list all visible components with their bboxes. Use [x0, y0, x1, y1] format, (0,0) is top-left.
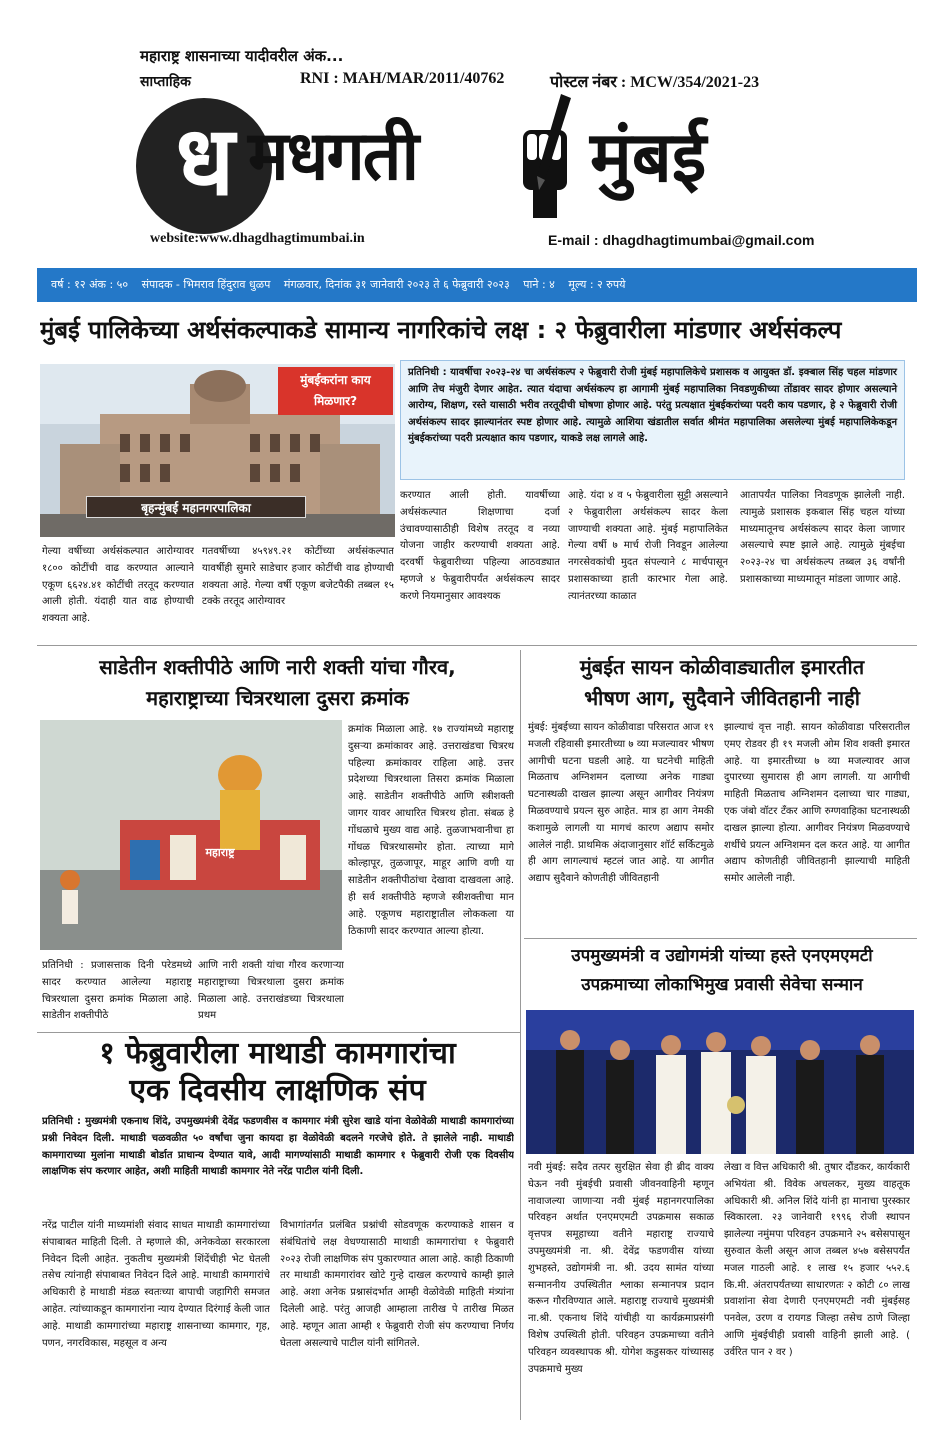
tableau-illustration — [40, 720, 342, 950]
story5-intro: प्रतिनिधी : मुख्यमंत्री एकनाथ शिंदे, उपमुख्यमंत्री देवेंद्र फडणवीस व कामगार मंत्री सुरेश खाडे यांना वेळोवेळी माथाडी कामगारांच्या प्रश्नी निवेदन दिली. माथाडी चळवळीत ५० वर्षांचा जुना कायदा हा वेळोवेळी बदलने गरजेचे होते. ते झालेले नाही. माथाडी कामगाराच्या मुलांना माथाडी बोर्डात प्राधान्य देण्यात यावे, आदी मागण्यांसाठी माथाडी कामगार १ फेब्रुवारी रोजी एक दिवसीय लाक्षणिक संप करणार आहेत, अशी माहिती माथाडी कामगार नेते नरेंद्र पाटील यांनी दिली. — [42, 1116, 514, 1178]
masthead-email[interactable]: E-mail : dhagdhagtimumbai@gmail.com — [548, 232, 815, 248]
tableau-float-label: महाराष्ट्र — [205, 846, 235, 859]
issue-date: मंगळवार, दिनांक ३१ जानेवारी २०२३ ते ६ फेब्रुवारी २०२३ — [283, 278, 510, 291]
story2-side-column: क्रमांक मिळाला आहे. १७ राज्यांमध्ये महाराष्ट्र दुसऱ्या क्रमांकावर आहे. उत्तराखंडचा चित्ररथ पहिल्या क्रमांकावर राहिला आहे. उत्तर प्रदेशच्या चित्ररथाला तिसरा क्रमांक मिळाला आहे. साडेतीन शक्तीपीठे आणि स्त्रीशक्ती जागर यावर आधारित चित्ररथ होता. संबळ हे गोंधळाचे मुख्य वाद्य आहे. तुळजाभवानीचा हा गोंधळ चित्ररथासमोर होता. त्याच्या मागे कोल्हापूर, तुळजापूर, माहूर आणि वणी या साडेतीन शक्तीपीठांचा देखावा दाखवला आहे. ही सर्व शक्तीपीठे म्हणजे स्त्रीशक्तीचा मान आहे. एकूणच महाराष्ट्रातील लोककला या ठिकाणी सादर करण्यात आल्या होत्या. — [348, 724, 514, 937]
story1-column-4: आहे. यंदा ४ व ५ फेब्रुवारीला सुट्टी असल्याने २ फेब्रुवारीला अर्थसंकल्प सादर केला जाण्याची शक्यता आहे. मुंबई महापालिकेत गेल्या वर्षी ७ मार्च रोजी निवडून आलेल्या नगरसेवकांची मुदत संपल्याने ८ मार्चपासून प्रशासकाच्या हाती कारभार गेला आहे. त्यानंतरच्या काळात — [568, 490, 728, 602]
section-divider — [37, 645, 917, 646]
fist-pen-icon — [515, 90, 585, 220]
story4-headline-line2[interactable]: उपक्रमाच्या लोकाभिमुख प्रवासी सेवेचा सन्मान — [581, 975, 863, 995]
story1-intro: प्रतिनिधी : यावर्षीचा २०२३-२४ चा अर्थसंकल्प २ फेब्रुवारी रोजी मुंबई महापालिकेचे प्रशासक व आयुक्त डॉ. इक्बाल सिंह चहल मांडणार आणि तेच मंजुरी देणार आहेत. त्यात यंदाचा अर्थसंकल्प हा आगामी मुंबई महापालिका निवडणुकीच्या तोंडावर सादर होणार असल्याने आरोग्य, शिक्षण, रस्ते यासाठी भरीव तरतूदीची घोषणा होणार आहे. परंतु प्रत्यक्षात मुंबईकरांच्या पदरी काय पडणार, हे २ फेब्रुवारी रोजी अर्थसंकल्प सादर झाल्यानंतर स्पष्ट होणार आहे. त्यामुळे आशिया खंडातील सर्वात श्रीमंत महापालिका असलेल्या मुंबई महापालिकेकडून मुंबईकरांच्या पदरी प्रत्यक्षात काय पडणार, याकडे लक्ष लागले आहे. — [400, 360, 905, 480]
story2-headline-line1[interactable]: साडेतीन शक्तीपीठे आणि नारी शक्ती यांचा गौरव, — [99, 655, 456, 679]
story3-headline-line2[interactable]: भीषण आग, सुदैवाने जीवितहानी नाही — [584, 686, 860, 710]
column-divider — [520, 650, 521, 1420]
award-ceremony-photo — [526, 1010, 914, 1154]
story5-column-2: विभागांतर्गत प्रलंबित प्रश्नांची सोडवणूक करण्याकडे शासन व संबंधितांचे लक्ष वेधण्यासाठी माथाडी कामगारांचा १ फेब्रुवारी २०२३ रोजी लाक्षणिक संप पुकारण्यात आला आहे. काही ठिकाणी तर माथाडी कामगारांवर खोटे गुन्हे दाखल करण्याचे काम्ही झाले आहे. अशा अनेक प्रश्नासंदर्भात आम्ही वेळोवेळी माहिती मंत्र्यांना दिलेली आहे. परंतु आजही आम्हाला तारीख पे तारीख मिळत आहे. म्हणून आता आम्ही १ फेब्रुवारी रोजी संप करण्याचा निर्णय घेतला असल्याचे पाटील यांनी सांगितले. — [280, 1220, 514, 1349]
logo-letter: ध — [175, 105, 235, 217]
logo-name: मधगती — [248, 117, 418, 196]
story3-column-2: झाल्याचं वृत्त नाही. सायन कोळीवाडा परिसरातील एमए रोडवर ही १९ मजली ओम शिव शक्ती इमारत आहे. या इमारतीच्या ७ व्या मजल्यावर आज दुपारच्या सुमारास ही आग लागली. या आगीची माहिती मिळताच अग्निशमन दलाच्या चार गाड्या, एक जंबो वॉटर टँकर आणि रुग्णवाहिका घटनास्थळी दाखल झाल्या होत्या. आगीवर नियंत्रण मिळवण्याचे शर्थीचे प्रयत्न अग्निशमन दल करत आहे. या आगीत अद्याप कोणतीही जीवितहानी झाल्याची माहिती समोर आलेली नाही. — [724, 722, 910, 885]
issue-pages: पाने : ४ — [523, 278, 555, 291]
section-divider — [37, 1032, 520, 1033]
story4-column-1: नवी मुंबई: सदैव तत्पर सुरक्षित सेवा ही ब्रीद वाक्य घेऊन नवी मुंबईची प्रवासी जीवनवाहिनी म्हणून नावाजल्या जाणाऱ्या नवी मुंबई महानगरपालिका परिवहन अर्थात एनएमएमटी उपक्रमास सकाळ वृत्तपत्र समूहाच्या वतीने महाराष्ट्र राज्याचे उपमुख्यमंत्री ना. श्री. देवेंद्र फडणवीस यांच्या शुभहस्ते, उद्योगमंत्री ना. श्री. उदय सामंत यांच्या सन्माननीय उपस्थितीत श्लाका सन्मानपत्र प्रदान करून गौरविण्यात आले. महाराष्ट्र राज्याचे मुख्यमंत्री ना.श्री. एकनाथ शिंदे यांचीही या कार्यक्रमाप्रसंगी विशेष उपस्थिती होती. परिवहन उपक्रमाच्या वतीने परिवहन व्यवस्थापक श्री. योगेश कडुसकर यांच्यासह उपक्रमाचे मुख्य — [528, 1162, 714, 1375]
masthead-postal: पोस्टल नंबर : MCW/354/2021-23 — [550, 74, 760, 91]
story5-headline-line1[interactable]: १ फेब्रुवारीला माथाडी कामगारांचा — [99, 1036, 456, 1071]
story4-headline-line1[interactable]: उपमुख्यमंत्री व उद्योगमंत्री यांच्या हस्ते एनएमएमटी — [571, 946, 873, 966]
masthead-website[interactable]: website:www.dhagdhagtimumbai.in — [150, 231, 365, 246]
story3-column-1: मुंबई: मुंबईच्या सायन कोळीवाडा परिसरात आज १९ मजली रहिवासी इमारतीच्या ७ व्या मजल्यावर भीषण आगीची घटना घडली आहे. या घटनेची माहिती मिळताच अग्निशमन दलाच्या अनेक गाड्या घटनास्थळी दाखल झाल्या असून आगीवर नियंत्रण मिळवण्याचे प्रयत्न सुरु आहेत. मात्र हा आग नेमकी कशामुळे लागली या मागचं कारण अद्याप समोर आलेलं नाही. प्राथमिक अंदाजानुसार शॉर्ट सर्किटमुळे ही आग लागल्याचं म्हटलं जात आहे. या आगीत अद्याप सुदैवाने कोणतीही जीवितहानी — [528, 722, 714, 885]
logo-city: मुंबई — [590, 116, 707, 198]
issue-price: मूल्य : २ रुपये — [568, 278, 626, 291]
story1-column-5: आतापर्यंत पालिका निवडणूक झालेली नाही. त्यामुळे प्रशासक इकबाल सिंह चहल यांच्या माध्यमातूनच अर्थसंकल्प सादर केला जाणार असल्याचे स्पष्ट झाले आहे. त्यामुळे मुंबईचा २०२३-२४ चा अर्थसंकल्प तब्बल ३६ वर्षांनी प्रशासकाच्या माध्यमातून मांडला जाणार आहे. — [740, 490, 905, 585]
story1-image-caption: मुंबईकरांना काय मिळणार? — [278, 367, 393, 415]
masthead-frequency: साप्ताहिक — [140, 74, 191, 90]
issue-editor: संपादक - भिमराव हिंदुराव धुळप — [141, 278, 271, 291]
story2-column-1: प्रतिनिधी : प्रजासत्ताक दिनी परेडमध्ये सादर करण्यात आलेल्या महाराष्ट्र चित्ररथाला दुसरा क्रमांक मिळाला आहे. साडेतीन शक्तीपीठे — [42, 960, 192, 1022]
story4-column-2: लेखा व वित्त अधिकारी श्री. तुषार दौंडकर, कार्यकारी अभियंता श्री. विवेक अचलकर, मुख्य वाहतूक अधिकारी श्री. अनिल शिंदे यांनी हा मानाचा पुरस्कार स्विकारला. २३ जानेवारी १९९६ रोजी स्थापन झालेल्या नमुंमपा परिवहन उपक्रमाने २५ बसेसपासून सुरुवात केली असून आज तब्बल ४५७ बसेसपर्यंत मजल गाठली आहे. १ लाख १५ हजार ५५२.६ कि.मी. अंतरापर्यंतच्या साधारणतः २ कोटी ८० लाख प्रवाशांना सेवा देणारी एनएमएमटी नवी मुंबईसह पनवेल, उरण व रायगड जिल्हा तसेच ठाणे जिल्हा आणि मुंबईचीही प्रवासी वाहिनी झाली आहे. ( उर्वरित पान २ वर ) — [724, 1162, 910, 1358]
story3-headline-line1[interactable]: मुंबईत सायन कोळीवाड्यातील इमारतीत — [579, 655, 865, 679]
tableau-photo — [40, 720, 342, 950]
masthead-tagline: महाराष्ट्र शासनाच्या यादीवरील अंक... — [140, 47, 344, 65]
story1-column-1: गेल्या वर्षीच्या अर्थसंकल्पात आरोग्यावर १८०० कोटींची वाढ करण्यात आल्याने एकूण ६६२४.४१ कोटींची तरतूद करण्यात आली होती. यंदाही यात वाढ होण्याची शक्यता आहे. — [42, 546, 194, 625]
issue-info-bar — [37, 268, 917, 302]
award-ceremony-illustration — [526, 1010, 914, 1154]
story5-column-1: नरेंद्र पाटील यांनी माध्यमांशी संवाद साधत माथाडी कामगारांच्या संपाबाबत माहिती दिली. ते म्हणाले की, अनेकवेळा सरकारला निवेदन दिली आहेत. नुकतीच मुख्यमंत्री शिंदेंचीही भेट घेतली तसेच त्यांनाही संपाबाबत निवेदन दिले आहे. माथाडी कामगारांचे अधिकारी हे माथाडी मंडळ स्वतःच्या बापाची जहागिरी समजत आहेत. त्यांच्याकडून कामगारांना न्याय देण्यात दिरंगाई केली जात आहे. माथाडी कामगारांच्या महाराष्ट्र शासनाच्या कामगार, गृह, पणन, नगरविकास, महसूल व अन्य — [42, 1220, 270, 1349]
story2-headline-line2[interactable]: महाराष्ट्राच्या चित्ररथाला दुसरा क्रमांक — [146, 686, 409, 710]
story1-column-2: गतवर्षीच्या ४५९४९.२१ कोटींच्या अर्थसंकल्पात यावर्षीही सुमारे साडेचार हजार कोटींची वाढ होण्याची शक्यता आहे. गेल्या वर्षी एकूण बजेटपैकी तब्बल १५ टक्के तरतूद आरोग्यावर — [202, 546, 394, 608]
masthead-rni: RNI : MAH/MAR/2011/40762 — [300, 70, 505, 87]
bmc-building-label: बृहन्मुंबई महानगरपालिका — [86, 496, 306, 518]
story1-column-3: करण्यात आली होती. यावर्षीच्या अर्थसंकल्पात शिक्षणाचा दर्जा उंचावण्यासाठीही विशेष तरतूद व नव्या योजना जाहीर करण्याची शक्यता आहे. दरवर्षी फेब्रुवारीच्या पहिल्या आठवड्यात म्हणजे ४ फेब्रुवारीपर्यंत अर्थसंकल्प सादर करणे नियमानुसार आवश्यक — [400, 490, 560, 602]
issue-year: वर्ष : १२ अंक : ५० — [51, 278, 129, 291]
story5-headline-line2[interactable]: एक दिवसीय लाक्षणिक संप — [129, 1073, 426, 1108]
section-divider — [524, 938, 917, 939]
story2-column-2: आणि नारी शक्ती यांचा गौरव करणाऱ्या महाराष्ट्राच्या चित्ररथाला दुसरा क्रमांक मिळाला आहे. उत्तराखंडच्या चित्ररथाला प्रथम — [198, 960, 344, 1022]
story1-headline[interactable]: मुंबई पालिकेच्या अर्थसंकल्पाकडे सामान्य नागरिकांचे लक्ष : २ फेब्रुवारीला मांडणार अर्थसंकल्प — [40, 316, 842, 344]
